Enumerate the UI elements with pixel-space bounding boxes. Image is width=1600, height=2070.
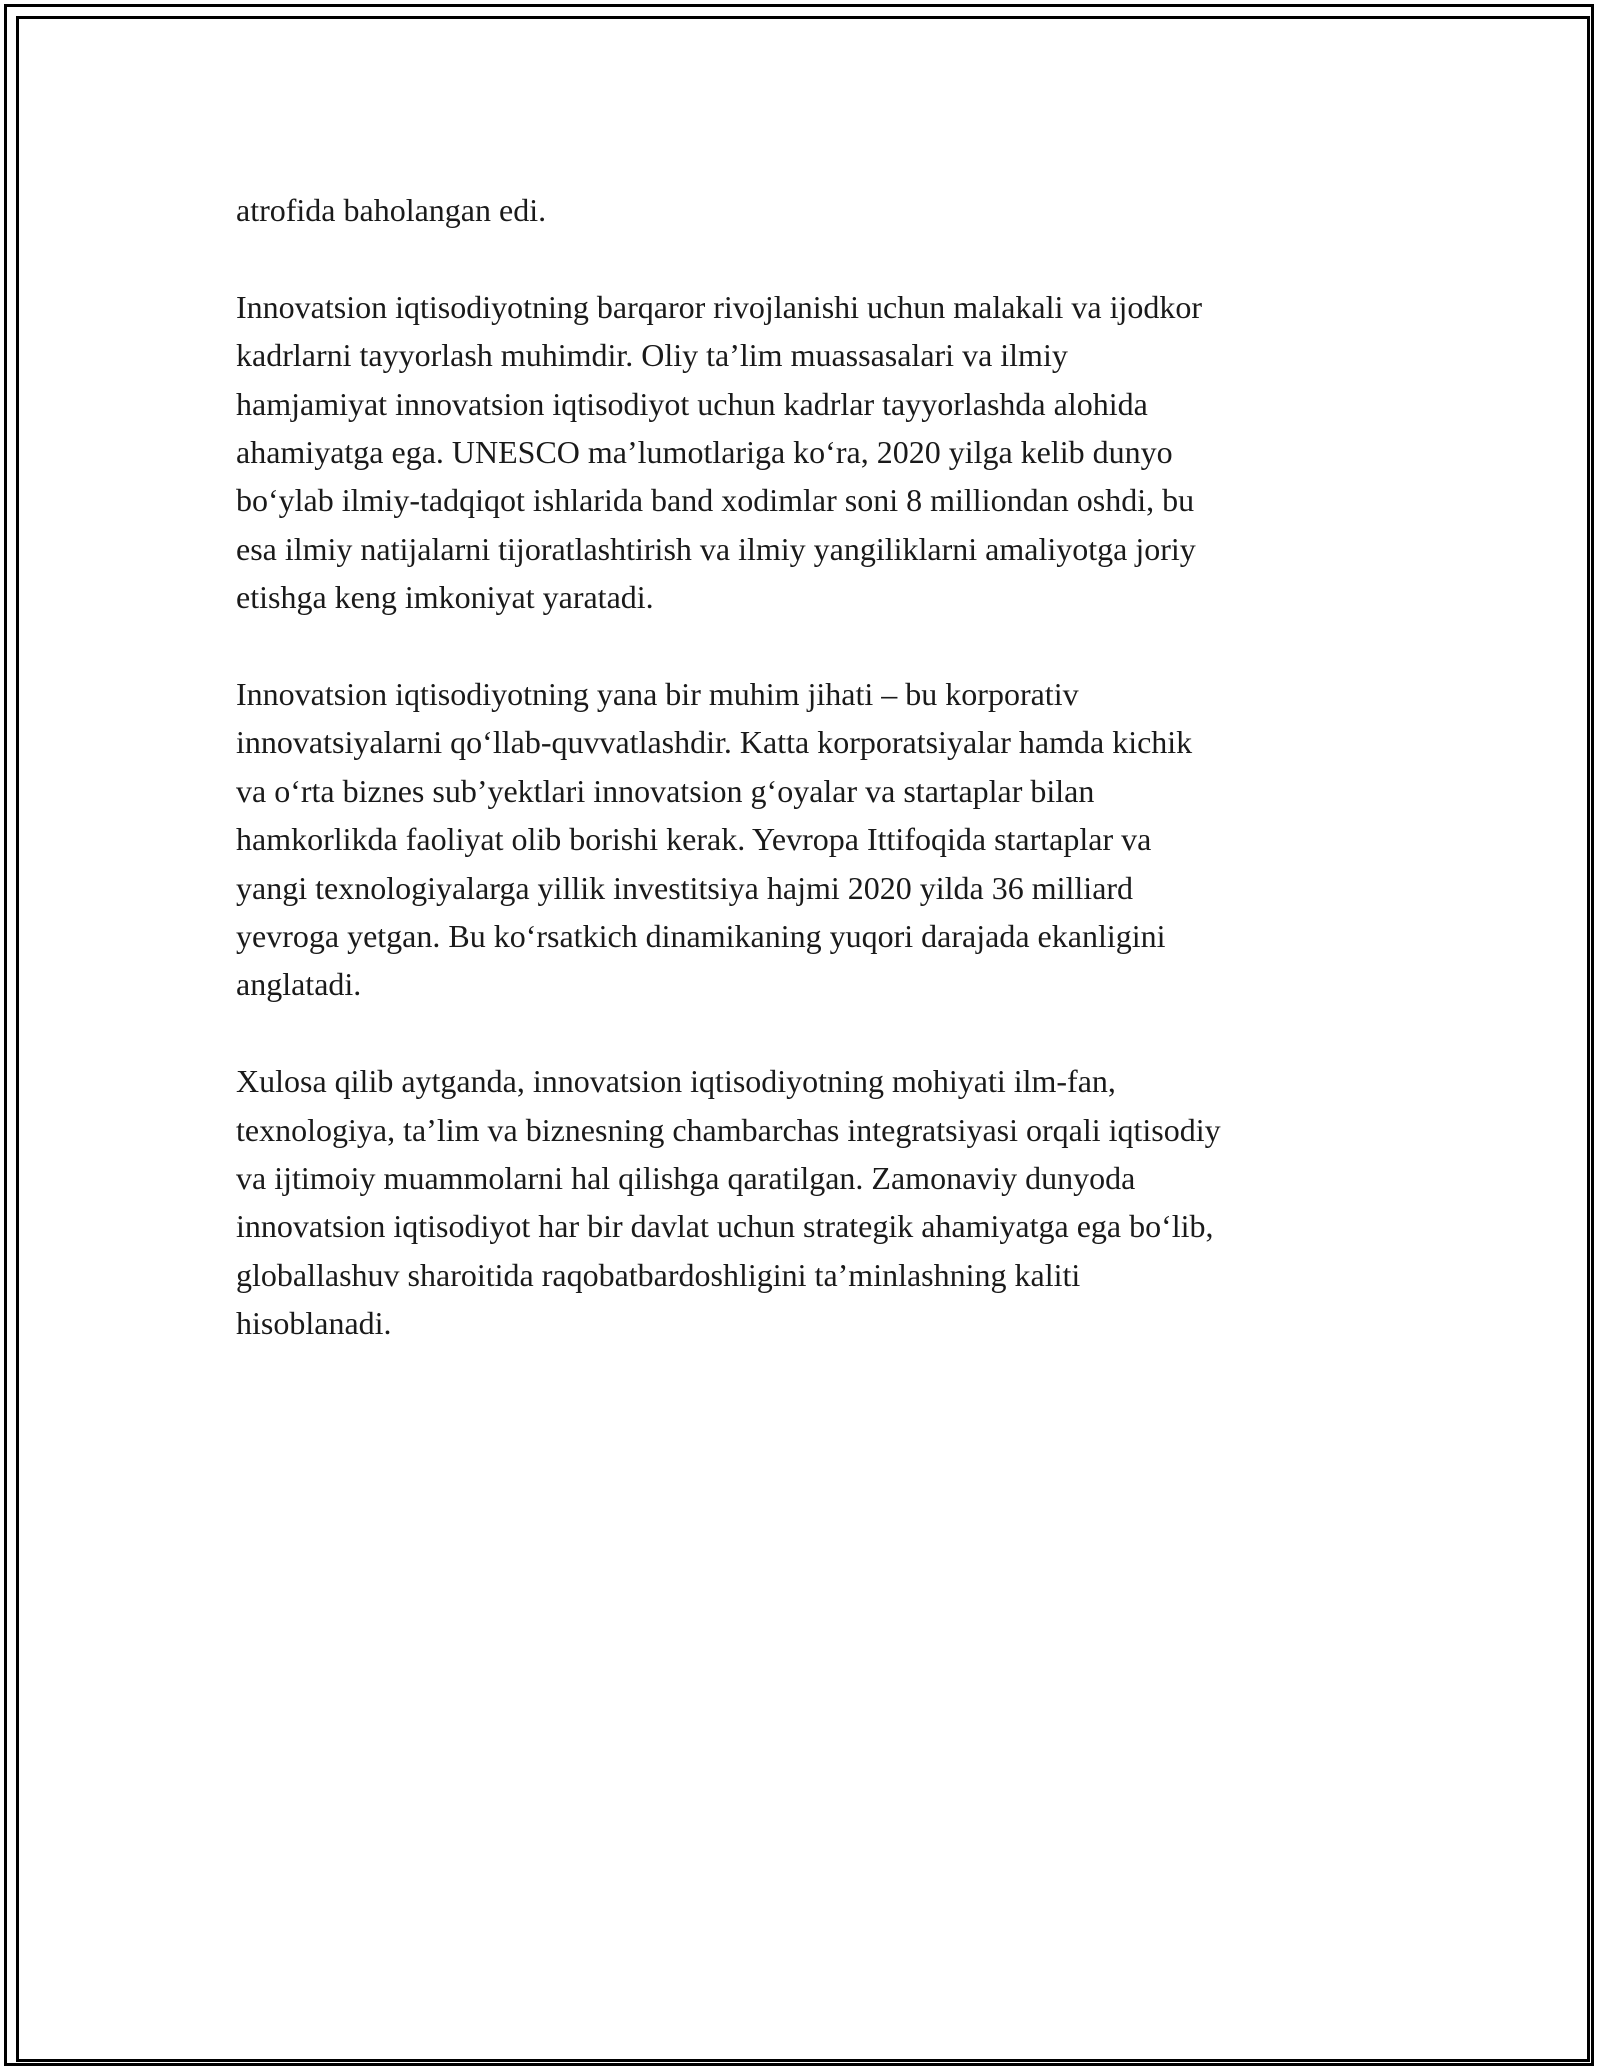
text-line: innovatsion iqtisodiyot har bir davlat uchun strategik ahamiyatga ega bo‘lib, [236, 1208, 1214, 1245]
text-line: Innovatsion iqtisodiyotning yana bir muhim jihati – bu korporativ [236, 676, 1079, 713]
text-line: esa ilmiy natijalarni tijoratlashtirish va ilmiy yangiliklarni amaliyotga joriy [236, 530, 1196, 567]
paragraph-skilled-personnel [236, 283, 1366, 622]
text-line: ahamiyatga ega. UNESCO ma’lumotlariga ko‘ra, 2020 yilga kelib dunyo [236, 434, 1173, 471]
paragraph-conclusion [236, 1057, 1366, 1347]
text-line: bo‘ylab ilmiy-tadqiqot ishlarida band xodimlar soni 8 milliondan oshdi, bu [236, 482, 1195, 519]
paragraph-continuation [236, 186, 1366, 234]
text-line: Innovatsion iqtisodiyotning barqaror rivojlanishi uchun malakali va ijodkor [236, 288, 1203, 325]
text-line: globallashuv sharoitida raqobatbardoshligini ta’minlashning kaliti [236, 1256, 1081, 1293]
text-line: anglatadi. [236, 966, 362, 1003]
text-line: atrofida baholangan edi. [236, 192, 547, 228]
text-line: Xulosa qilib aytganda, innovatsion iqtisodiyotning mohiyati ilm-fan, [236, 1063, 1116, 1100]
text-line: hisoblanadi. [236, 1305, 392, 1342]
text-line: kadrlarni tayyorlash muhimdir. Oliy ta’lim muassasalari va ilmiy [236, 337, 1068, 374]
text-line: texnologiya, ta’lim va biznesning chambarchas integratsiyasi orqali iqtisodiy [236, 1111, 1221, 1148]
text-line: etishga keng imkoniyat yaratadi. [236, 579, 654, 616]
text-line: va o‘rta biznes sub’yektlari innovatsion g‘oyalar va startaplar bilan [236, 772, 1095, 809]
text-line: yevroga yetgan. Bu ko‘rsatkich dinamikaning yuqori darajada ekanligini [236, 918, 1166, 955]
text-line: hamjamiyat innovatsion iqtisodiyot uchun kadrlar tayyorlashda alohida [236, 385, 1148, 422]
document-body [236, 186, 1366, 1396]
paragraph-corporate-innovation [236, 670, 1366, 1009]
text-line: va ijtimoiy muammolarni hal qilishga qaratilgan. Zamonaviy dunyoda [236, 1160, 1136, 1197]
text-line: hamkorlikda faoliyat olib borishi kerak. Yevropa Ittifoqida startaplar va [236, 821, 1152, 858]
text-line: yangi texnologiyalarga yillik investitsiya hajmi 2020 yilda 36 milliard [236, 869, 1134, 906]
text-line: innovatsiyalarni qo‘llab-quvvatlashdir. Katta korporatsiyalar hamda kichik [236, 724, 1193, 761]
